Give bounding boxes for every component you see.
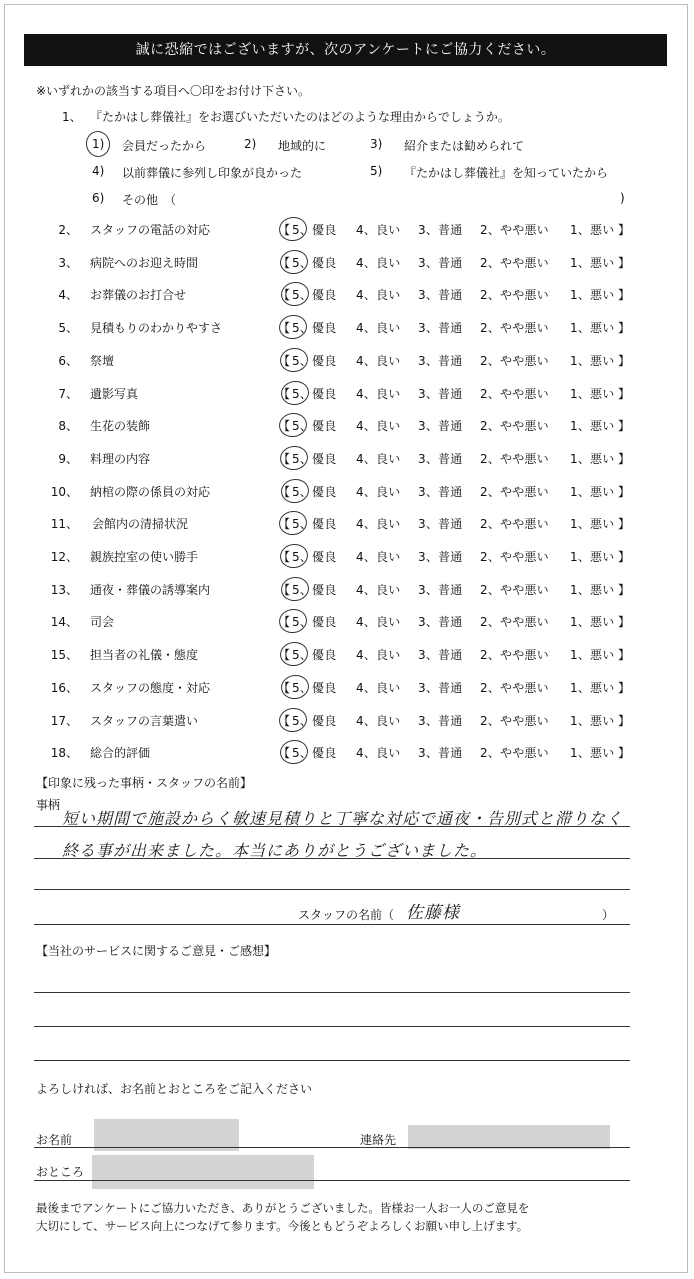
rating-option-2[interactable]: 2、やや悪い	[480, 419, 549, 434]
rating-row	[0, 646, 694, 666]
scale-bracket-close: 】	[618, 288, 631, 303]
rating-option-5[interactable]: 5、優良	[292, 680, 337, 695]
question-number: 6、	[58, 353, 78, 368]
scale-bracket-close: 】	[618, 582, 631, 597]
q1-number: 1、	[62, 110, 82, 124]
rating-option-1[interactable]: 1、悪い	[570, 451, 615, 466]
rating-row	[0, 679, 694, 699]
scale-bracket-close: 】	[618, 680, 631, 695]
rating-option-5[interactable]: 5、優良	[292, 386, 337, 401]
rating-row	[0, 483, 694, 503]
question-label: 総合的評価	[90, 746, 151, 761]
rating-scale	[278, 221, 631, 238]
scale-bracket-close: 】	[618, 484, 631, 499]
rating-option-3[interactable]: 3、普通	[418, 484, 463, 499]
rating-option-2[interactable]: 2、やや悪い	[480, 321, 549, 336]
scale-bracket-open: 【	[278, 223, 291, 237]
answer-line	[34, 1180, 630, 1181]
question-number: 5、	[58, 321, 78, 336]
q1-option-6-label: その他 （	[122, 193, 177, 207]
rating-option-3[interactable]: 3、普通	[418, 223, 463, 237]
rating-option-1[interactable]: 1、悪い	[570, 746, 615, 761]
rating-row	[0, 254, 694, 274]
question-number: 7、	[58, 386, 78, 401]
rating-option-5[interactable]: 5、優良	[292, 648, 337, 663]
scale-bracket-close: 】	[618, 746, 631, 761]
rating-scale	[278, 548, 631, 565]
rating-scale	[278, 679, 631, 696]
rating-option-1[interactable]: 1、悪い	[570, 419, 615, 434]
closing-line-2: 大切にして、サービス向上につなげて参ります。今後ともどうぞよろしくお願い申し上げます。	[36, 1219, 529, 1233]
rating-option-3[interactable]: 3、普通	[418, 419, 463, 434]
rating-option-2[interactable]: 2、やや悪い	[480, 550, 549, 564]
rating-option-3[interactable]: 3、普通	[418, 680, 463, 695]
question-label: お葬儀のお打合せ	[90, 288, 187, 303]
rating-option-3[interactable]: 3、普通	[418, 550, 463, 564]
scale-bracket-close: 】	[618, 648, 631, 663]
impression-handwritten-line-1: 短い期間で施設からく敏速見積りと丁寧な対応で通夜・告別式と滞りなく	[62, 809, 624, 828]
rating-scale	[278, 515, 631, 532]
scale-bracket-open: 【	[278, 615, 291, 630]
scale-bracket-open: 【	[278, 484, 291, 499]
rating-option-5[interactable]: 5、優良	[292, 353, 337, 368]
rating-option-5[interactable]: 5、優良	[292, 517, 337, 532]
scale-bracket-close: 】	[618, 517, 631, 532]
question-number: 18、	[50, 746, 78, 761]
rating-option-3[interactable]: 3、普通	[418, 582, 463, 597]
rating-option-2[interactable]: 2、やや悪い	[480, 648, 549, 663]
rating-option-4[interactable]: 4、良い	[356, 386, 401, 401]
question-number: 13、	[50, 582, 78, 597]
scale-bracket-close: 】	[618, 419, 631, 434]
rating-option-2[interactable]: 2、やや悪い	[480, 746, 549, 761]
answer-line	[34, 889, 630, 890]
question-number: 10、	[50, 484, 78, 499]
scale-bracket-open: 【	[278, 713, 291, 728]
question-number: 15、	[50, 648, 78, 663]
question-label: スタッフの言葉遣い	[90, 713, 199, 728]
rating-option-2[interactable]: 2、やや悪い	[480, 288, 549, 303]
question-label: 納棺の際の係員の対応	[90, 484, 211, 499]
rating-option-4[interactable]: 4、良い	[356, 550, 401, 564]
rating-scale	[278, 254, 631, 271]
staff-name-label: スタッフの名前（	[298, 908, 395, 922]
rating-option-5[interactable]: 5、優良	[292, 419, 337, 434]
rating-option-4[interactable]: 4、良い	[356, 680, 401, 695]
rating-option-4[interactable]: 4、良い	[356, 713, 401, 728]
opinion-heading: 【当社のサービスに関するご意見・ご感想】	[36, 944, 277, 958]
rating-option-3[interactable]: 3、普通	[418, 288, 463, 303]
staff-name-close: ）	[602, 908, 615, 922]
question-label: 通夜・葬儀の誘導案内	[90, 582, 211, 597]
rating-option-1[interactable]: 1、悪い	[570, 582, 615, 597]
question-label: 見積もりのわかりやすさ	[90, 321, 223, 336]
rating-option-4[interactable]: 4、良い	[356, 321, 401, 336]
rating-option-5[interactable]: 5、優良	[292, 223, 337, 237]
q1-question: 『たかはし葬儀社』をお選びいただいたのはどのような理由からでしょうか。	[90, 110, 510, 124]
rating-row	[0, 515, 694, 535]
rating-option-3[interactable]: 3、普通	[418, 321, 463, 336]
rating-option-5[interactable]: 5、優良	[292, 451, 337, 466]
rating-option-4[interactable]: 4、良い	[356, 484, 401, 499]
scale-bracket-close: 】	[618, 550, 631, 564]
question-label: スタッフの態度・対応	[90, 680, 211, 695]
rating-option-4[interactable]: 4、良い	[356, 648, 401, 663]
impression-sub-label: 事柄	[36, 798, 61, 812]
rating-option-1[interactable]: 1、悪い	[570, 680, 615, 695]
impression-handwritten-line-2: 終る事が出来ました。本当にありがとうございました。	[62, 841, 488, 860]
rating-row	[0, 286, 694, 306]
question-label: スタッフの電話の対応	[90, 223, 211, 237]
rating-option-4[interactable]: 4、良い	[356, 223, 401, 237]
rating-scale	[278, 319, 631, 336]
rating-option-2[interactable]: 2、やや悪い	[480, 353, 549, 368]
answer-line	[34, 1147, 630, 1148]
rating-option-2[interactable]: 2、やや悪い	[480, 713, 549, 728]
contact-prompt: よろしければ、お名前とおところをご記入ください	[36, 1082, 313, 1096]
rating-option-1[interactable]: 1、悪い	[570, 484, 615, 499]
rating-row	[0, 450, 694, 470]
name-label: お名前	[36, 1133, 73, 1147]
scale-bracket-open: 【	[278, 746, 291, 761]
rating-scale	[278, 646, 631, 663]
question-number: 8、	[58, 419, 78, 434]
rating-option-2[interactable]: 2、やや悪い	[480, 680, 549, 695]
rating-option-1[interactable]: 1、悪い	[570, 713, 615, 728]
scale-bracket-close: 】	[618, 615, 631, 630]
rating-row	[0, 417, 694, 437]
rating-option-3[interactable]: 3、普通	[418, 353, 463, 368]
rating-option-4[interactable]: 4、良い	[356, 615, 401, 630]
rating-option-3[interactable]: 3、普通	[418, 451, 463, 466]
scale-bracket-open: 【	[278, 321, 291, 336]
scale-bracket-open: 【	[278, 353, 291, 368]
question-label: 親族控室の使い勝手	[90, 550, 199, 564]
rating-option-2[interactable]: 2、やや悪い	[480, 223, 549, 237]
question-label: 担当者の礼儀・態度	[90, 648, 199, 663]
rating-option-3[interactable]: 3、普通	[418, 255, 463, 270]
scale-bracket-open: 【	[278, 550, 291, 564]
survey-banner: 誠に恐縮ではございますが、次のアンケートにご協力ください。	[24, 34, 667, 66]
question-number: 9、	[58, 451, 78, 466]
rating-option-1[interactable]: 1、悪い	[570, 255, 615, 270]
question-label: 遺影写真	[90, 386, 139, 401]
rating-option-3[interactable]: 3、普通	[418, 615, 463, 630]
scale-bracket-close: 】	[618, 353, 631, 368]
rating-row	[0, 319, 694, 339]
q1-option-5-label: 『たかはし葬儀社』を知っていたから	[404, 166, 609, 180]
rating-option-5[interactable]: 5、優良	[292, 288, 337, 303]
rating-option-5[interactable]: 5、優良	[292, 615, 337, 630]
scale-bracket-open: 【	[278, 419, 291, 434]
answer-line	[34, 924, 630, 925]
rating-option-2[interactable]: 2、やや悪い	[480, 615, 549, 630]
rating-option-1[interactable]: 1、悪い	[570, 615, 615, 630]
redacted-contact	[408, 1125, 610, 1149]
question-number: 2、	[58, 223, 78, 237]
scale-bracket-open: 【	[278, 517, 291, 532]
q1-option-5-num: 5)	[370, 164, 383, 178]
rating-row	[0, 613, 694, 633]
rating-option-3[interactable]: 3、普通	[418, 746, 463, 761]
q1-option-3-label: 紹介または勧められて	[404, 139, 525, 153]
instruction-text: ※いずれかの該当する項目へ〇印をお付け下さい。	[36, 84, 311, 98]
rating-option-5[interactable]: 5、優良	[292, 713, 337, 728]
scale-bracket-close: 】	[618, 713, 631, 728]
rating-option-4[interactable]: 4、良い	[356, 288, 401, 303]
question-number: 4、	[58, 288, 78, 303]
rating-scale	[278, 483, 631, 500]
question-number: 17、	[50, 713, 78, 728]
rating-option-3[interactable]: 3、普通	[418, 517, 463, 532]
rating-option-1[interactable]: 1、悪い	[570, 517, 615, 532]
rating-option-3[interactable]: 3、普通	[418, 713, 463, 728]
question-number: 11、	[50, 517, 78, 532]
q1-option-1-num: 1)	[92, 137, 105, 151]
rating-row	[0, 744, 694, 764]
rating-option-2[interactable]: 2、やや悪い	[480, 517, 549, 532]
rating-scale	[278, 450, 631, 467]
rating-scale	[278, 581, 631, 598]
q1-option-4-label: 以前葬儀に参列し印象が良かった	[122, 166, 303, 180]
rating-option-3[interactable]: 3、普通	[418, 648, 463, 663]
rating-option-4[interactable]: 4、良い	[356, 353, 401, 368]
rating-option-4[interactable]: 4、良い	[356, 582, 401, 597]
rating-option-1[interactable]: 1、悪い	[570, 550, 615, 564]
scale-bracket-close: 】	[618, 255, 631, 270]
answer-line	[34, 1026, 630, 1027]
question-number: 14、	[50, 615, 78, 630]
answer-line	[34, 826, 630, 827]
scale-bracket-open: 【	[278, 255, 291, 270]
question-label: 祭壇	[90, 353, 115, 368]
answer-line	[34, 858, 630, 859]
scale-bracket-close: 】	[618, 386, 631, 401]
q1-option-3-num: 3)	[370, 137, 383, 151]
q1-option-6-close: )	[620, 191, 625, 205]
scale-bracket-open: 【	[278, 582, 291, 597]
rating-option-2[interactable]: 2、やや悪い	[480, 582, 549, 597]
rating-row	[0, 581, 694, 601]
rating-scale	[278, 417, 631, 434]
rating-option-5[interactable]: 5、優良	[292, 255, 337, 270]
scale-bracket-close: 】	[618, 451, 631, 466]
rating-row	[0, 548, 694, 568]
question-label: 料理の内容	[90, 451, 151, 466]
answer-line	[34, 992, 630, 993]
staff-name-handwritten: 佐藤様	[406, 903, 460, 923]
rating-option-5[interactable]: 5、優良	[292, 746, 337, 761]
q1-option-2-label: 地域的に	[278, 139, 327, 153]
rating-option-4[interactable]: 4、良い	[356, 451, 401, 466]
q1-option-1-label: 会員だったから	[122, 139, 207, 153]
rating-scale	[278, 712, 631, 729]
rating-row	[0, 712, 694, 732]
rating-scale	[278, 286, 631, 303]
rating-option-1[interactable]: 1、悪い	[570, 223, 615, 237]
rating-option-4[interactable]: 4、良い	[356, 255, 401, 270]
rating-scale	[278, 385, 631, 402]
question-label: 会館内の清掃状況	[92, 517, 189, 532]
q1-option-6-num: 6)	[92, 191, 105, 205]
scale-bracket-open: 【	[278, 680, 291, 695]
rating-option-1[interactable]: 1、悪い	[570, 386, 615, 401]
question-number: 12、	[50, 550, 78, 564]
rating-option-1[interactable]: 1、悪い	[570, 648, 615, 663]
scale-bracket-close: 】	[618, 321, 631, 336]
rating-scale	[278, 352, 631, 369]
rating-option-2[interactable]: 2、やや悪い	[480, 484, 549, 499]
rating-row	[0, 385, 694, 405]
q1-option-4-num: 4)	[92, 164, 105, 178]
rating-option-1[interactable]: 1、悪い	[570, 353, 615, 368]
rating-option-5[interactable]: 5、優良	[292, 582, 337, 597]
rating-option-4[interactable]: 4、良い	[356, 419, 401, 434]
scale-bracket-open: 【	[278, 386, 291, 401]
closing-line-1: 最後までアンケートにご協力いただき、ありがとうございました。皆様お一人お一人のご意見を	[36, 1201, 530, 1215]
rating-scale	[278, 613, 631, 630]
impression-heading: 【印象に残った事柄・スタッフの名前】	[36, 776, 253, 790]
rating-option-2[interactable]: 2、やや悪い	[480, 386, 549, 401]
rating-option-2[interactable]: 2、やや悪い	[480, 255, 549, 270]
question-label: 病院へのお迎え時間	[90, 255, 199, 270]
redacted-address	[92, 1155, 314, 1189]
contact-label: 連絡先	[360, 1133, 397, 1147]
answer-line	[34, 1060, 630, 1061]
question-number: 3、	[58, 255, 78, 270]
address-label: おところ	[36, 1165, 85, 1179]
rating-option-3[interactable]: 3、普通	[418, 386, 463, 401]
rating-option-4[interactable]: 4、良い	[356, 517, 401, 532]
rating-option-1[interactable]: 1、悪い	[570, 288, 615, 303]
rating-row	[0, 221, 694, 241]
rating-option-5[interactable]: 5、優良	[292, 550, 337, 564]
scale-bracket-open: 【	[278, 288, 291, 303]
rating-option-2[interactable]: 2、やや悪い	[480, 451, 549, 466]
scale-bracket-open: 【	[278, 648, 291, 663]
rating-option-4[interactable]: 4、良い	[356, 746, 401, 761]
question-label: 生花の装飾	[90, 419, 151, 434]
rating-row	[0, 352, 694, 372]
q1-option-2-num: 2)	[244, 137, 257, 151]
rating-option-1[interactable]: 1、悪い	[570, 321, 615, 336]
question-label: 司会	[90, 615, 115, 630]
scale-bracket-open: 【	[278, 451, 291, 466]
rating-option-5[interactable]: 5、優良	[292, 484, 337, 499]
scale-bracket-close: 】	[618, 223, 631, 237]
question-number: 16、	[50, 680, 78, 695]
rating-option-5[interactable]: 5、優良	[292, 321, 337, 336]
rating-scale	[278, 744, 631, 761]
